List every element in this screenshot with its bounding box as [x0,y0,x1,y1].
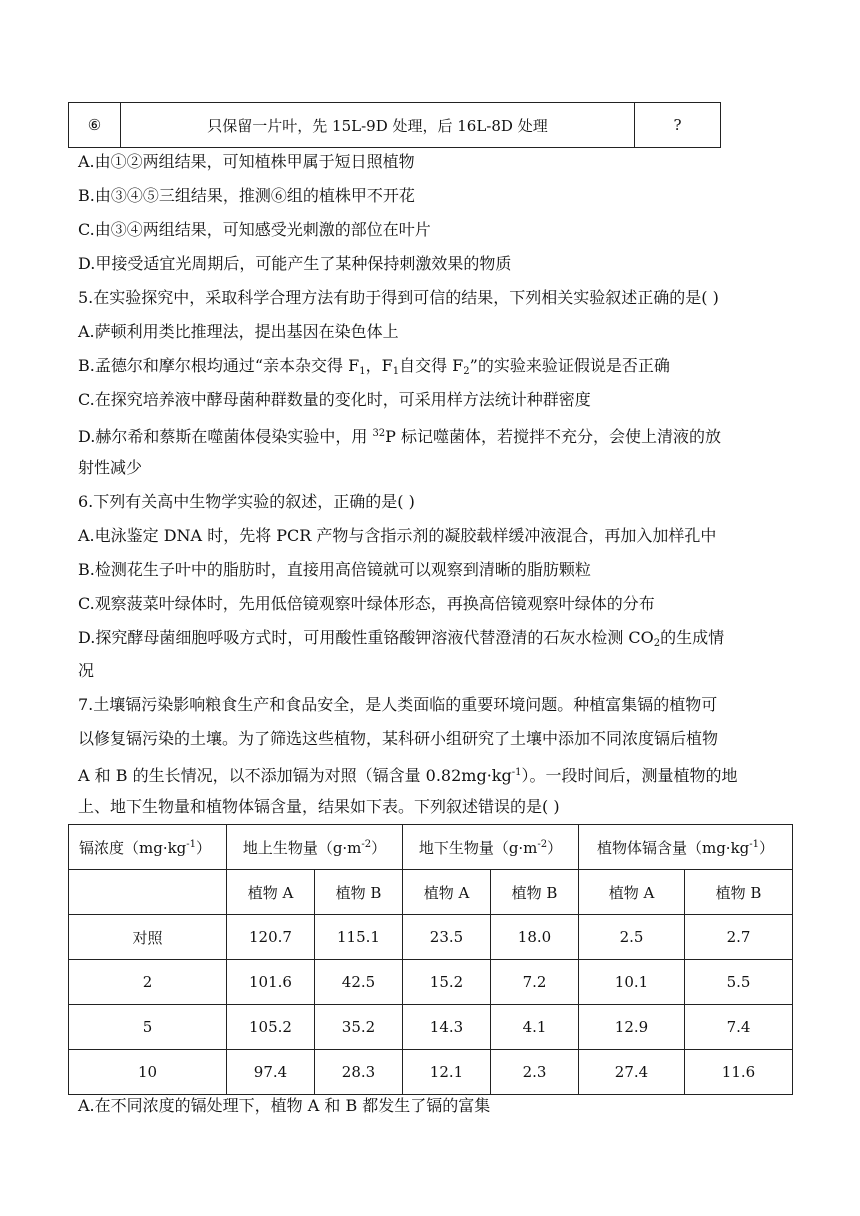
table-cell: 120.7 [227,915,315,960]
table-cell: 2.3 [491,1050,579,1095]
result-cell: ? [635,103,721,148]
q5-option-a: A.萨顿利用类比推理法，提出基因在染色体上 [78,322,399,341]
q7-stem-line4: 上、地下生物量和植物体镉含量，结果如下表。下列叙述错误的是( ) [78,797,560,816]
table-cell: 10 [69,1050,227,1095]
q5-option-d: D.赫尔希和蔡斯在噬菌体侵染实验中，用 $^{32}$P 标记噬菌体，若搅拌不充分，会使上清液的放 [78,427,722,446]
header-cd-content: 植物体镉含量$(mg\cdot kg^{-1})$ [579,825,793,870]
header-row [69,825,793,870]
q4-option-c: C.由③④两组结果，可知感受光刺激的部位在叶片 [78,220,431,239]
table-cell: 115.1 [315,915,403,960]
q5-stem: 5.在实验探究中，采取科学合理方法有助于得到可信的结果，下列相关实验叙述正确的是( ) [78,288,719,307]
table-cell: 10.1 [579,960,685,1005]
q6-option-a: A.电泳鉴定 DNA 时，先将 PCR 产物与含指示剂的凝胶载样缓冲液混合，再加入加样孔中 [78,526,717,545]
table-row [69,1005,793,1050]
q6-option-c: C.观察菠菜叶绿体时，先用低倍镜观察叶绿体形态，再换高倍镜观察叶绿体的分布 [78,594,655,613]
subheader-cell: 植物 A [227,870,315,915]
table-cell: 27.4 [579,1050,685,1095]
table-cell: 2.7 [685,915,793,960]
q4-option-b: B.由③④⑤三组结果，推测⑥组的植株甲不开花 [78,186,415,205]
q7-stem-line1: 7.土壤镉污染影响粮食生产和食品安全，是人类面临的重要环境问题。种植富集镉的植物可 [78,695,718,714]
cadmium-table [68,824,793,1095]
table-cell: 5 [69,1005,227,1050]
subheader-cell: 植物 B [491,870,579,915]
table-cell: 14.3 [403,1005,491,1050]
q5-option-b: B.孟德尔和摩尔根均通过“亲本杂交得 $F_1$，$F_1$自交得 $F_2$”的实验来验证假说是否正确 [78,356,670,377]
table-cell: 15.2 [403,960,491,1005]
table-cell: 105.2 [227,1005,315,1050]
photoperiod-table [68,102,721,148]
header-concentration: 镉浓度$(mg\cdot kg^{-1})$ [69,825,227,870]
table-row [69,915,793,960]
table-row [69,960,793,1005]
q5-option-d-cont: 射性减少 [78,458,143,477]
table-cell: 23.5 [403,915,491,960]
table-cell: 对照 [69,915,227,960]
empty-cell [69,870,227,915]
q4-option-a: A.由①②两组结果，可知植株甲属于短日照植物 [78,152,415,171]
q7-stem-line3: A 和 B 的生长情况，以不添加镉为对照（镉含量 $0.82mg\cdot kg^{-1}$）。一段时间后，测量植物的地 [78,766,738,785]
q6-stem: 6.下列有关高中生物学实验的叙述，正确的是( ) [78,492,415,511]
table-row [69,1050,793,1095]
table-cell: 11.6 [685,1050,793,1095]
table-row [69,103,721,148]
subheader-row [69,870,793,915]
table-cell: 4.1 [491,1005,579,1050]
table-cell: 12.9 [579,1005,685,1050]
header-below-ground: 地下生物量$(g\cdot m^{-2})$ [403,825,579,870]
table-cell: 2.5 [579,915,685,960]
q6-option-d: D.探究酵母菌细胞呼吸方式时，可用酸性重铬酸钾溶液代替澄清的石灰水检测 $CO_2$的生成情 [78,628,725,649]
subheader-cell: 植物 A [403,870,491,915]
q6-option-b: B.检测花生子叶中的脂肪时，直接用高倍镜就可以观察到清晰的脂肪颗粒 [78,560,591,579]
table-cell: 28.3 [315,1050,403,1095]
table-cell: 97.4 [227,1050,315,1095]
table-cell: 35.2 [315,1005,403,1050]
table-cell: 2 [69,960,227,1005]
table-cell: 5.5 [685,960,793,1005]
table-cell: 12.1 [403,1050,491,1095]
table-cell: 101.6 [227,960,315,1005]
header-above-ground: 地上生物量$(g\cdot m^{-2})$ [227,825,403,870]
group-number: ⑥ [69,103,121,148]
q5-option-c: C.在探究培养液中酵母菌种群数量的变化时，可采用样方法统计种群密度 [78,390,591,409]
q4-option-d: D.甲接受适宜光周期后，可能产生了某种保持刺激效果的物质 [78,254,512,273]
q6-option-d-cont: 况 [78,661,95,680]
subheader-cell: 植物 B [685,870,793,915]
table-cell: 18.0 [491,915,579,960]
table-cell: 7.2 [491,960,579,1005]
q7-option-a: A.在不同浓度的镉处理下，植物 A 和 B 都发生了镉的富集 [78,1096,491,1115]
subheader-cell: 植物 A [579,870,685,915]
treatment-cell: 只保留一片叶，先 15L-9D 处理，后 16L-8D 处理 [121,103,635,148]
q7-stem-line2: 以修复镉污染的土壤。为了筛选这些植物，某科研小组研究了土壤中添加不同浓度镉后植物 [78,729,719,748]
subheader-cell: 植物 B [315,870,403,915]
table-cell: 7.4 [685,1005,793,1050]
table-cell: 42.5 [315,960,403,1005]
